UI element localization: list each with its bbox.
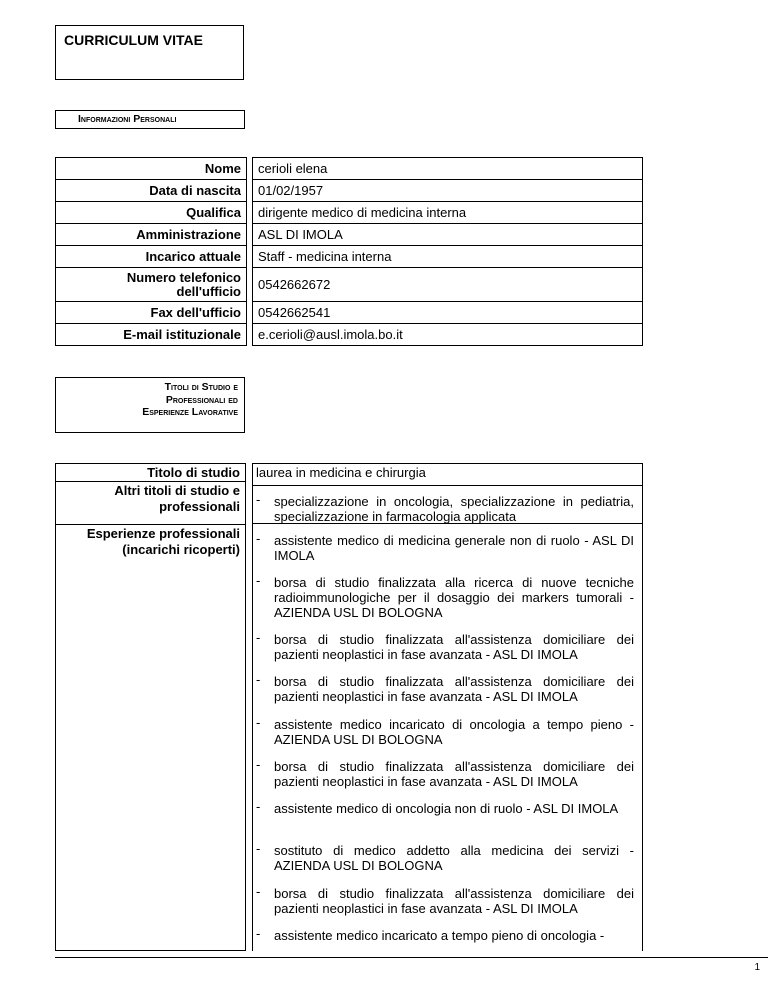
label-telefono-line2: dell'ufficio [176, 283, 241, 299]
footer-rule [55, 957, 768, 958]
row-qualifica [56, 202, 643, 224]
section-personal-rest2: ersonali [140, 113, 177, 125]
label-altri-titoli-line2: professionali [159, 499, 240, 514]
value-telefono: 0542662672 [253, 268, 643, 302]
label-esperienze-line2: (incarichi ricoperti) [122, 542, 240, 557]
row-amministrazione [56, 224, 643, 246]
row-nome [56, 158, 643, 180]
section-titoli-line1: Titoli di Studio e [164, 381, 238, 393]
row-incarico [56, 246, 643, 268]
value-qualifica: dirigente medico di medicina interna [253, 202, 643, 224]
section-personal-second: P [133, 113, 141, 125]
section-personal-info [55, 110, 245, 129]
value-amministrazione: ASL DI IMOLA [253, 224, 643, 246]
label-titolo-studio: Titolo di studio [147, 465, 240, 480]
section-titoli-line2: Professionali ed [165, 393, 238, 406]
label-email: E-mail istituzionale [56, 324, 247, 346]
label-altri-titoli-line1: Altri titoli di studio e [114, 483, 240, 498]
page-number: 1 [754, 962, 760, 973]
label-telefono [56, 268, 247, 302]
section-personal-rest1: nformazioni [80, 113, 134, 125]
label-qualifica: Qualifica [56, 202, 247, 224]
label-nome: Nome [56, 158, 247, 180]
label-amministrazione: Amministrazione [56, 224, 247, 246]
value-fax: 0542662541 [253, 302, 643, 324]
row-email [56, 324, 643, 346]
section-titoli [55, 377, 245, 433]
value-email: e.cerioli@ausl.imola.bo.it [253, 324, 643, 346]
label-incarico: Incarico attuale [56, 246, 247, 268]
studies-value-column: laurea in medicina e chirurgia - specializzazione in oncologia, specializzazione in pediatria, specializzazione in farmacologia applicata - assistente medico di medicina generale non di ruolo - ASL DI IMOLA - borsa di studio finalizzata alla ricerca di nuove tecniche radioimmunologiche per il dosaggio dei markers tumorali - AZIENDA USL DI BOLOGNA - borsa di studio finalizzata all'assistenza domiciliare dei pazienti neoplastici in fase avanzata - ASL DI IMOLA - borsa di studio finalizzata all'assistenza domiciliare dei pazienti neoplastici in fase avanzata - ASL DI IMOLA - assistente medico incaricato di oncologia a tempo pieno - AZIENDA USL DI BOLOGNA - borsa di studio finalizzata all'assistenza domiciliare dei pazienti neoplastici in fase avanzata - ASL DI IMOLA - assistente medico di oncologia non di ruolo - ASL DI IMOLA - sostituto di medico addetto alla medicina dei servizi - AZIENDA USL DI BOLOGNA - borsa di studio finalizzata all'assistenza domiciliare dei pazienti neoplastici in fase avanzata - ASL DI IMOLA - assistente medico incaricato a tempo pieno di oncologia - [252, 463, 643, 951]
cv-title: CURRICULUM VITAE [55, 25, 244, 80]
value-incarico: Staff - medicina interna [253, 246, 643, 268]
row-telefono [56, 268, 643, 302]
row-data-nascita [56, 180, 643, 202]
personal-info-table [55, 157, 643, 346]
value-nome: cerioli elena [253, 158, 643, 180]
label-telefono-line1: Numero telefonico [126, 269, 241, 285]
label-fax: Fax dell'ufficio [56, 302, 247, 324]
studies-label-column [55, 463, 246, 951]
section-titoli-line3: Esperienze Lavorative [142, 406, 238, 418]
value-data-nascita: 01/02/1957 [253, 180, 643, 202]
label-esperienze-line1: Esperienze professionali [86, 526, 240, 541]
row-fax [56, 302, 643, 324]
label-data-nascita: Data di nascita [56, 180, 247, 202]
value-titolo-studio: laurea in medicina e chirurgia [256, 465, 426, 480]
section-personal-first: I [78, 113, 81, 125]
